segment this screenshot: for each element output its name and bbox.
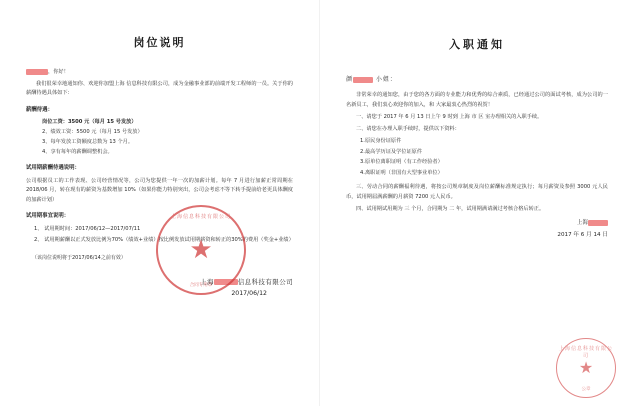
redaction-block [214, 279, 238, 285]
right-document-title: 入职通知 [449, 38, 505, 51]
right-paragraph: 非常荣幸的通知您，由于您的各方面的专业能力和优秀的综合素质，已经通过公司的面试考核，成为公司的一名新员工，我们衷心欢迎你的加入，和 大家最衷心热烈的祝贺！ [346, 92, 608, 108]
right-paragraph: 一、请您于 2017 年 6 月 13 日上午 9 时到 上海 市 区 室办理相关的入职手续。 [356, 113, 543, 120]
seal-bottom-text: 合同专用章 [189, 283, 213, 288]
salutation-name: 颜 [346, 76, 354, 83]
trial-terms-title: 试用期事宜说明： [26, 213, 70, 219]
compensation-heading-text: 岗位工资：3500 元（每月 15 号发放） [42, 119, 137, 125]
seal-top-text: 上海信息科技有限公司 [170, 214, 231, 220]
right-company-signature [346, 218, 608, 226]
company-suffix: 信息科技有限公司 [237, 277, 293, 286]
compensation-item: 4、享有每年的薪酬调整机会。 [42, 149, 113, 155]
redaction-block [353, 77, 373, 83]
seal-bottom-text: 公章 [581, 387, 591, 392]
compensation-item: 3、每年发放工资额度总数为 13 个月。 [42, 139, 134, 145]
compensation-item: 2、绩效工资：5500 元（每月 15 号发放） [42, 129, 143, 135]
trial-term-item: 1、 试用期时间：2017/06/12—2017/07/11 [34, 225, 141, 232]
salutation-text: 小姐： [373, 76, 397, 83]
right-paragraph: 三、劳动合同的薪酬福利待遇，将按公司规章制度及岗位薪酬标准规定执行；每月薪资及参照 3000 元人民币，试用期届满薪酬的月薪资 7200 元人民币。 [346, 184, 608, 200]
required-document-item: 1.原民身份证原件 [360, 137, 402, 144]
salutation-text: ，你好！ [48, 69, 69, 75]
required-document-item: 2.最高学历证及学位证原件 [360, 148, 423, 155]
compensation-heading [26, 118, 293, 127]
left-signature-date: 2017/06/12 [231, 289, 267, 297]
left-salutation [26, 68, 293, 78]
required-document-item: 3.原单位离职证明（有工作经验者） [360, 159, 443, 166]
trial-pay-policy-title: 试用期薪酬待遇说明： [26, 165, 80, 171]
right-paragraph: 二、请您在办理入职手续时，提供以下资料： [356, 125, 460, 132]
required-document-item: 4.离职证明（非国有大型事业单位） [360, 169, 443, 176]
company-prefix: 上海 [200, 277, 214, 286]
right-document [319, 0, 638, 406]
redaction-block [26, 69, 48, 75]
right-salutation [346, 74, 608, 83]
compensation-section-title: 薪酬待遇： [26, 106, 53, 113]
left-company-signature [26, 277, 293, 286]
left-intro-paragraph: 我们很荣幸地通知你、欢迎你加盟上海 信息科技有限公司，成为金融事业部的前端开发工程师的一员。关于你的薪酬待遇具体如下： [26, 80, 293, 96]
right-paragraph: 四、试用期试用期为 三 个月，合同期为 二 年，试用期满请满过考核合格后转正。 [356, 205, 545, 212]
trial-term-item: 2、 试用期薪酬以正式发放比例为70%（绩效+业绩）按比例发放试用期薪资和转正的30%的费用（奖金+业绩） [34, 237, 294, 243]
company-seal-stamp [556, 338, 616, 398]
seal-star-icon: ★ [578, 358, 594, 377]
trial-pay-policy-text: 公司根据员工的工作表现、公司经营情况等，公司为您提供一年一次的加薪计划。每年 7 月进行加薪正常周期在 2018/06 月，转在现有的薪资为基数增加 10%（如果你能力特别突出，公司会考虑不等下转手提前给老更具体酬度的加薪计划） [26, 177, 293, 203]
right-signature-date: 2017 年 6 月 14 日 [557, 232, 608, 239]
left-document-title: 岗位说明 [133, 36, 186, 49]
redaction-block [588, 220, 608, 226]
seal-star-icon: ★ [189, 235, 213, 265]
left-validity-note: （该岗位说明将于2017/06/14之前有效） [32, 254, 126, 261]
seal-top-text: 上海信息科技有限公司 [558, 346, 613, 359]
company-prefix: 上海 [576, 220, 588, 227]
